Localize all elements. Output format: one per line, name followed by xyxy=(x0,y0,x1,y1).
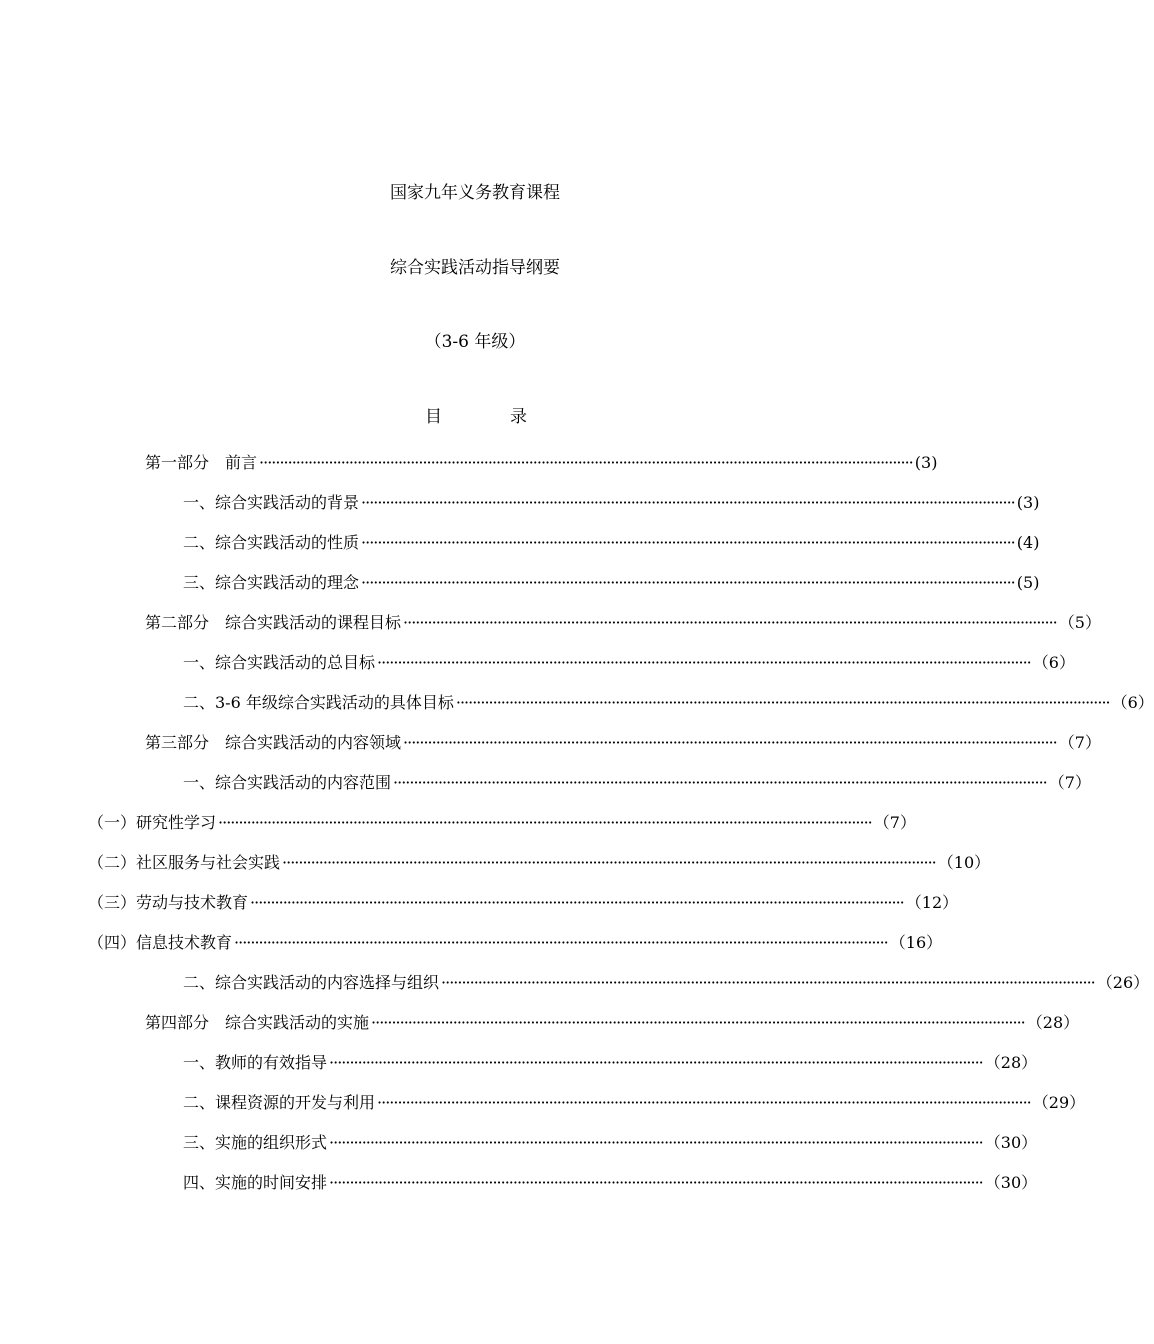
toc-entry-label: 二、综合实践活动的性质 xyxy=(183,533,360,552)
toc-entry-page: （28） xyxy=(984,1053,1038,1072)
toc-entry-1-3[interactable] xyxy=(183,572,1040,594)
toc-leader-dots: ································································································································································ xyxy=(403,733,1057,752)
toc-leader-dots: ································································································································································ xyxy=(361,493,1015,512)
toc-entry-page: （7） xyxy=(1058,733,1101,752)
toc-leader-dots: ································································································································································ xyxy=(455,693,1110,712)
toc-entry-4-1[interactable] xyxy=(183,1052,1038,1074)
toc-entry-page: (3) xyxy=(914,453,938,472)
toc-leader-dots: ································································································································································ xyxy=(282,853,936,872)
toc-entry-part-1[interactable] xyxy=(145,452,938,474)
toc-entry-label: 二、3-6 年级综合实践活动的具体目标 xyxy=(183,693,454,712)
toc-leader-dots: ································································································································································ xyxy=(259,453,913,472)
toc-entry-label: 三、综合实践活动的理念 xyxy=(183,573,360,592)
toc-entry-label: 四、实施的时间安排 xyxy=(183,1173,328,1192)
toc-leader-dots: ································································································································································ xyxy=(218,813,872,832)
toc-entry-page: （26） xyxy=(1096,973,1150,992)
toc-entry-label: （二）社区服务与社会实践 xyxy=(88,853,281,872)
toc-leader-dots: ································································································································································ xyxy=(403,613,1057,632)
toc-leader-dots: ································································································································································ xyxy=(371,1013,1025,1032)
toc-entry-page: （16） xyxy=(889,933,943,952)
toc-entry-page: （30） xyxy=(984,1173,1038,1192)
toc-entry-page: （7） xyxy=(873,813,916,832)
toc-entry-page: （28） xyxy=(1026,1013,1080,1032)
toc-leader-dots: ································································································································································ xyxy=(361,573,1015,592)
toc-leader-dots: ································································································································································ xyxy=(377,653,1031,672)
toc-entry-part-3[interactable] xyxy=(145,732,1101,754)
toc-entry-page: （6） xyxy=(1111,693,1154,712)
toc-entry-1-1[interactable] xyxy=(183,492,1040,514)
toc-entry-4-3[interactable] xyxy=(183,1132,1038,1154)
document-title: 国家九年义务教育课程 xyxy=(390,183,560,203)
toc-entry-3-1-4[interactable] xyxy=(88,932,943,954)
toc-leader-dots: ································································································································································ xyxy=(361,533,1015,552)
toc-entry-label: 第二部分 综合实践活动的课程目标 xyxy=(145,613,402,632)
toc-entry-label: 一、综合实践活动的内容范围 xyxy=(183,773,392,792)
toc-entry-page: (5) xyxy=(1016,573,1040,592)
toc-entry-1-2[interactable] xyxy=(183,532,1040,554)
toc-entry-label: 一、教师的有效指导 xyxy=(183,1053,328,1072)
document-subtitle: 综合实践活动指导纲要 xyxy=(390,258,560,278)
toc-entry-label: 第四部分 综合实践活动的实施 xyxy=(145,1013,370,1032)
toc-entry-page: （10） xyxy=(937,853,991,872)
toc-entry-label: （四）信息技术教育 xyxy=(88,933,233,952)
toc-entry-page: （6） xyxy=(1032,653,1075,672)
toc-entry-page: （29） xyxy=(1032,1093,1086,1112)
toc-leader-dots: ································································································································································ xyxy=(441,973,1095,992)
toc-entry-page: (3) xyxy=(1016,493,1040,512)
toc-entry-label: 二、综合实践活动的内容选择与组织 xyxy=(183,973,440,992)
toc-heading-right: 录 xyxy=(510,407,527,427)
toc-entry-page: （7） xyxy=(1048,773,1091,792)
toc-entry-label: （三）劳动与技术教育 xyxy=(88,893,249,912)
toc-leader-dots: ································································································································································ xyxy=(393,773,1047,792)
toc-entry-page: （5） xyxy=(1058,613,1101,632)
toc-entry-page: (4) xyxy=(1016,533,1040,552)
toc-entry-3-1-3[interactable] xyxy=(88,892,959,914)
toc-leader-dots: ································································································································································ xyxy=(329,1053,983,1072)
toc-entry-label: 第三部分 综合实践活动的内容领域 xyxy=(145,733,402,752)
toc-entry-3-2[interactable] xyxy=(183,972,1150,994)
toc-leader-dots: ································································································································································ xyxy=(234,933,888,952)
toc-entry-label: 第一部分 前言 xyxy=(145,453,258,472)
toc-entry-label: 一、综合实践活动的总目标 xyxy=(183,653,376,672)
toc-entry-3-1-1[interactable] xyxy=(88,812,916,834)
toc-leader-dots: ································································································································································ xyxy=(250,893,904,912)
toc-entry-4-4[interactable] xyxy=(183,1172,1038,1194)
toc-entry-label: 一、综合实践活动的背景 xyxy=(183,493,360,512)
toc-entry-3-1[interactable] xyxy=(183,772,1091,794)
toc-heading-left: 目 xyxy=(425,407,442,427)
toc-leader-dots: ································································································································································ xyxy=(377,1093,1031,1112)
toc-entry-label: 三、实施的组织形式 xyxy=(183,1133,328,1152)
grade-range: （3-6 年级） xyxy=(424,332,526,352)
toc-entry-2-1[interactable] xyxy=(183,652,1075,674)
toc-entry-part-2[interactable] xyxy=(145,612,1101,634)
toc-entry-page: （30） xyxy=(984,1133,1038,1152)
toc-entry-label: （一）研究性学习 xyxy=(88,813,217,832)
toc-entry-4-2[interactable] xyxy=(183,1092,1086,1114)
toc-leader-dots: ································································································································································ xyxy=(329,1173,983,1192)
toc-leader-dots: ································································································································································ xyxy=(329,1133,983,1152)
toc-entry-page: （12） xyxy=(905,893,959,912)
toc-entry-part-4[interactable] xyxy=(145,1012,1080,1034)
toc-entry-2-2[interactable] xyxy=(183,692,1154,714)
toc-heading xyxy=(0,406,950,428)
toc-entry-3-1-2[interactable] xyxy=(88,852,991,874)
toc-entry-label: 二、课程资源的开发与利用 xyxy=(183,1093,376,1112)
